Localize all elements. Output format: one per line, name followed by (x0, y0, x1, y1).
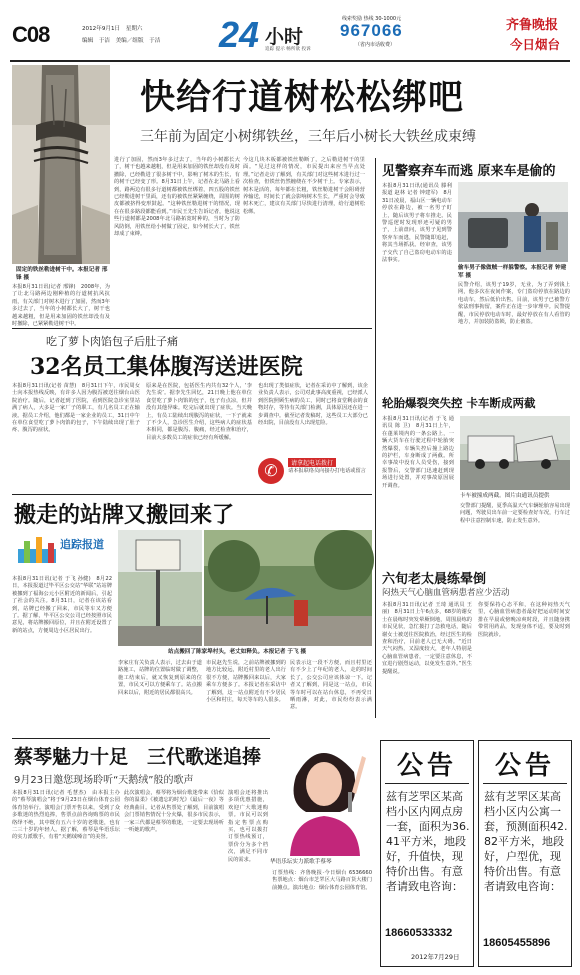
truck-photo (460, 416, 570, 490)
police-body: 民警介绍，该男子19岁，无业，为了弄到钱上网，他多次在夜间作案，专门盗窃停放在路边的电动车，然后低价出售。目前，该男子已被警方依法刑事拘留，案件正在进一步审理中。民警提醒，市民停放电动车时，最好停放在有人看管的地方，并加装防盗锁，防止被盗。 (458, 282, 570, 326)
police-intro: 本报8月31日讯(通讯员 滕利 报道 赵林 记者 钟建军) 8月31日凌晨，福山区一辆电动车停放在路边，被一名男子盯上，随后该男子将车推走。民警巡逻时发现形迹可疑的男子，上前盘问，该男子见到警察弃车而逃，民警随即追赶，将其当场抓获。经审查，该男子交代了自己盗窃电动车的违法事实。 (382, 183, 452, 264)
logo-word: 小时 (265, 26, 304, 48)
logo-tagline: 追踪 提示 畅所欲 投诉 (265, 47, 311, 52)
dizzy-body2: 你要保持心态平和，在这种闷热天气里，心脑血管病患者最好把运动时间安排在早晨或傍晚凉爽时段，并且随身携带常用药品，发现身体不适，要及时到医院就诊。 (478, 602, 570, 638)
bus-body-col2: 李家庄有关负责人表示，过去由于道路施工，站牌的位置临时做了调整，施工结束后，就又恢复到原来的位置，市民又可以方便乘车了。站点搬回来以后，附近的居民都很高兴。 (118, 660, 202, 696)
bus-top-rule (12, 494, 372, 495)
police-photo-caption: 偷车男子像做贼一样躲警察。本报记者 钟建军 摄 (458, 265, 567, 279)
truck-headline: 轮胎爆裂突失控 卡车断成两截 (382, 396, 536, 410)
staff-body-col1: 本报8月31日讯(记者 苗慧) 8月31日下午，市民周女士向本报热线反映，有许多人因为腹泻被送往烟台山医院治疗。随后，记者赶到了医院，看到医院急诊室里站满了病人，大多是一家厂子的职工，有几名员工正在输液。据员工介绍，他们都是一家企业的员工，31日中午在单位食堂吃了萝卜肉馅的包子，下午陆续出现了肚子疼、腹泻的症状。 (12, 383, 140, 434)
paper-name: 齐鲁晚报 (506, 18, 559, 33)
concert-body-col2: 此次演唱会，蔡琴将为烟台歌迷带来《恰似你的温柔》《被遗忘的时光》《最后一夜》等经典曲目。记者从售票处了解到，目前演唱会门票销售情况十分火爆，很多市民表示，一家三代都是蔡琴的歌迷，一定要去现场听一听她的歌声。 (124, 790, 224, 834)
truck-photo-caption: 卡车被撞成两截。图片由通讯员提供 (460, 493, 550, 499)
tree-photo-caption: 固定的铁丝勒进树干中。本报记者 邢锋 摄 (16, 267, 108, 281)
bus-photo-right (204, 530, 372, 646)
date-line: 2012年9月1日 星期六 (82, 26, 143, 32)
hotline-number: 967066 (340, 21, 403, 40)
notice-1-title: 公告 (396, 751, 457, 781)
editor-line: 编辑 于洁 美编／组版 于洁 (82, 38, 161, 44)
police-photo (458, 182, 568, 262)
staff-kicker: 吃了萝卜肉馅包子后肚子痛 (46, 335, 178, 348)
concert-body-col3: 演唱会还将推出多项优惠措施，欢迎广大歌迷购票。市民可以到指定售票点购买，也可以拨打订票热线预订，票价分为多个档次，满足不同市民的需求。 (228, 790, 268, 863)
tree-photo (12, 65, 110, 264)
telephone-icon: ✆ (258, 458, 284, 484)
notice-1-body: 兹有芝罘区某高档小区内网点房一套，面积为36.41平方米，地段好，升值快，现特价出售。有意者请致电咨询： (386, 790, 470, 893)
logo (219, 14, 339, 56)
concert-headline: 蔡琴魅力十足 三代歌迷追捧 (14, 746, 262, 768)
tracking-icon (14, 531, 114, 571)
notice-1-rule (385, 783, 469, 784)
bus-photo-left (118, 530, 202, 646)
hotline-label: 线索奖励 热线 30-1000元 (342, 16, 402, 22)
hotline-text: 请本报联络员向接办打电话或留言 (288, 468, 366, 474)
staff-body-col3: 也出现了类似症状，记者在采访中了解到，该企业负责人表示，公司对此事高度重视，已经派人到医院照顾生病的员工，同时已将食堂剩余的食物封存，等待有关部门检测，具体原因还在进一步调查中。截至记者发稿时，这些员工大部分已经出院，目前没有人出现危险。 (258, 383, 368, 427)
hotline-badge: 请拿起电话拨打 (288, 458, 336, 467)
tree-body-col2: 今这几块木板都被铁丝勒断了，之后勒进树干的里面。“见过这样的情况，市民提出来应当早点处理。”记者走访了解到，有关部门对这些树木进行过一次检查，但铁丝仍然缠绕在不少树干上。专家表示，树木是活的，每年都在长粗，铁丝勒进树干会阻碍营养输送，时间长了就会影响树木生长，严重时会导致树木死亡，建议有关部门尽快进行清理，给行道树松松绑。 (243, 157, 365, 215)
tracking-label: 追踪报道 (60, 538, 104, 551)
tree-subhead: 三年前为固定小树绑铁丝，三年后小树长大铁丝成束缚 (140, 129, 476, 145)
bus-body-col1: 本报8月31日讯(记者 于飞 孙健) 8月22日，本报报道过毕平区公交站“华联”站站牌被挪到了福海公元小区附近的新闻后，引起了社会的关注。8月31日，记者在该站看到，站牌已经搬了回来，市民等车又方便了。据了解，毕平区公交公司已经按照市民意见，将站牌搬回原位，并且在附近设置了新的站点，方便周边小区居民出行。 (12, 576, 112, 634)
concert-subhead: 9月23日邀您现场聆听“天鹅绒”般的歌声 (14, 775, 194, 786)
bus-headline: 搬走的站牌又搬回来了 (14, 502, 235, 528)
staff-body-col2: 原来是在医院，包括医生内共有32个人，‘李先生说’。据李先生回忆，21日晚上他在单位食堂吃了萝卜肉馅的包子，包子有点凉，但并没有其他异味。吃完后就出现了症状。当天晚上，有员工陆续出现腹泻的症状，一下子就来了不少人，急诊医生介绍，这些病人的症状基本相同，都是腹泻、腹痛，经过检查和治疗，目前大多数员工的症状已经有所缓解。 (146, 383, 252, 441)
concert-body-col1: 本报8月31日讯(记者 毛慧杰) 由本报主办的“蔡琴演唱会”将于9月23日在烟台体育公园体育馆举行。演唱会门票开售以来，受到了众多歌迷的热烈追捧，售票点前咨询购票的市民络绎不绝，其中既有五六十岁的老歌迷，也有二三十岁的年轻人。据了解，蔡琴是华语乐坛的实力派歌手，有着“天鹅绒嗓音”的美誉。 (12, 790, 120, 841)
edition-name: 今日烟台 (510, 37, 561, 52)
staff-hotline-box (258, 456, 370, 490)
notice-2-rule (483, 783, 567, 784)
tree-body-col1: 进行了加固，然而3年多过去了，当年的小树都长大了，树干也越来越粗，但是用来加固的铁丝却没有及时撤除，已经勒进了很多树干中，影响了树木的生长，有的树干已经变了形。8月31日上午，记者在北马路上看到，路两边有很多行道树都被铁丝绑着，四五股的铁丝已经勒进树干里面，还有的被铁丝紧紧缠绕，周围的树皮都被挤得变形鼓起。“这种铁丝勒进树干的情况，现在在很多路段都能看到。”市民王先生告诉记者，他说这些行道树都是2008年北马路拓宽时种的，当时为了防风防倒，用铁丝给小树做了固定，如今树长大了，铁丝却成了束缚。 (114, 157, 240, 238)
right-col-rule (375, 158, 376, 718)
notice-2-title: 公告 (494, 751, 555, 781)
tree-photo-note: 本报8月31日讯(记者 邢锋) 2008年，为了让北马路两边刚种植的行道树抗风抗雨，有关部门对树木进行了加固，然而3年多过去了，当年的小树都长大了，树干也越来越粗，但是用来加固的铁丝却没有及时撤除，已紧紧勒进树干中。 (12, 284, 110, 328)
staff-headline: 32名员工集体腹泻送进医院 (30, 354, 303, 380)
bus-photo-caption: 站点搬回了陈家埠村头，老丈如释负。本报记者 于飞 摄 (168, 649, 307, 655)
notice-2-phone: 18605455896 (483, 937, 551, 949)
notice-1-phone: 18660533332 (385, 927, 453, 939)
masthead (0, 0, 580, 60)
tree-headline: 快给行道树松松绑吧 (140, 77, 465, 118)
police-headline: 见警察弃车而逃 原来车是偷的 (382, 164, 556, 179)
notice-box-1 (380, 740, 474, 967)
dizzy-headline: 六旬老太晨练晕倒 (382, 572, 487, 587)
truck-body: 本报8月31日讯(记者 于飞 通讯员 陈 卫) 8月31日上午，在蓬莱境内的一条公路上，一辆大货车在行驶过程中轮胎突然爆裂，车辆失控后撞上路边的护栏，车身断成了两截。所幸事故中没有人员受伤，接到报警后，交警部门迅速赶到现场进行处置，并对事故原因展开调查。 (382, 416, 454, 489)
concert-ticket-info: 订票热线：齐鲁晚报·今日烟台 6536660 售票地点：烟台市芝罘区大马路百货大楼门前摊点。演出地点：烟台体育公园体育馆。 (272, 870, 372, 891)
truck-body2: 交警部门提醒，夏季高温天气车辆轮胎容易出现问题，驾驶员出车前一定要检查好车况，行车过程中注意控制车速，防止发生意外。 (460, 503, 570, 524)
notice-box-2 (478, 740, 572, 967)
dizzy-subhead: 闷热天气心脑血管病患者应少活动 (382, 588, 510, 598)
hotline-sub: （省内市话收费） (355, 42, 396, 48)
logo-number: 24 (219, 14, 260, 55)
page-code: C08 (12, 22, 50, 47)
singer-photo (270, 736, 374, 856)
singer-photo-caption: 华语乐坛实力派歌手蔡琴 (270, 859, 332, 865)
masthead-rule (10, 60, 570, 62)
bus-body-col4: 民表示这一段不方便，而且村里还有不少上了年纪的老人，走的时间长了，公交公司应该体谅一下。记者又了解到，同是这一站点，市民等车时可以在站台休息，不再受日晒雨淋，对此，市民纷纷表示满意。 (290, 660, 372, 711)
notice-2-body: 兹有芝罘区某高档小区内公寓一套，预测面积42.82平方米，地段好，户型优，现特价出售。有意者请致电咨询： (484, 790, 568, 893)
notice-1-date: 2012年7月29日 (411, 953, 460, 961)
bus-body-col3: 市民赵先生说，之前站牌被挪到的地方比较远，附近村里的老人出行很不方便，站牌搬回来以后，大家乘车方便多了。本报记者在采访中了解到，这一站点附近有不少居民小区和村庄，每天等车的人很多。 (206, 660, 286, 704)
staff-top-rule (12, 328, 372, 329)
dizzy-body: 本报8月31日讯(记者 王琦 通讯员 王丽) 8月31日上午6点多，68岁的谢女士在晨练时突发晕厥倒地，周围晨练的市民见状，急忙拨打了急救电话，随后谢女士被送往医院救治，经过医生的检查和治疗，目前老人已无大碍。“近日天气闷热，又湿度较大，老年人特别是心脑血管病患者，一定要注意休息，不宜进行剧烈运动，以免发生意外。”医生提醒说。 (382, 602, 472, 675)
